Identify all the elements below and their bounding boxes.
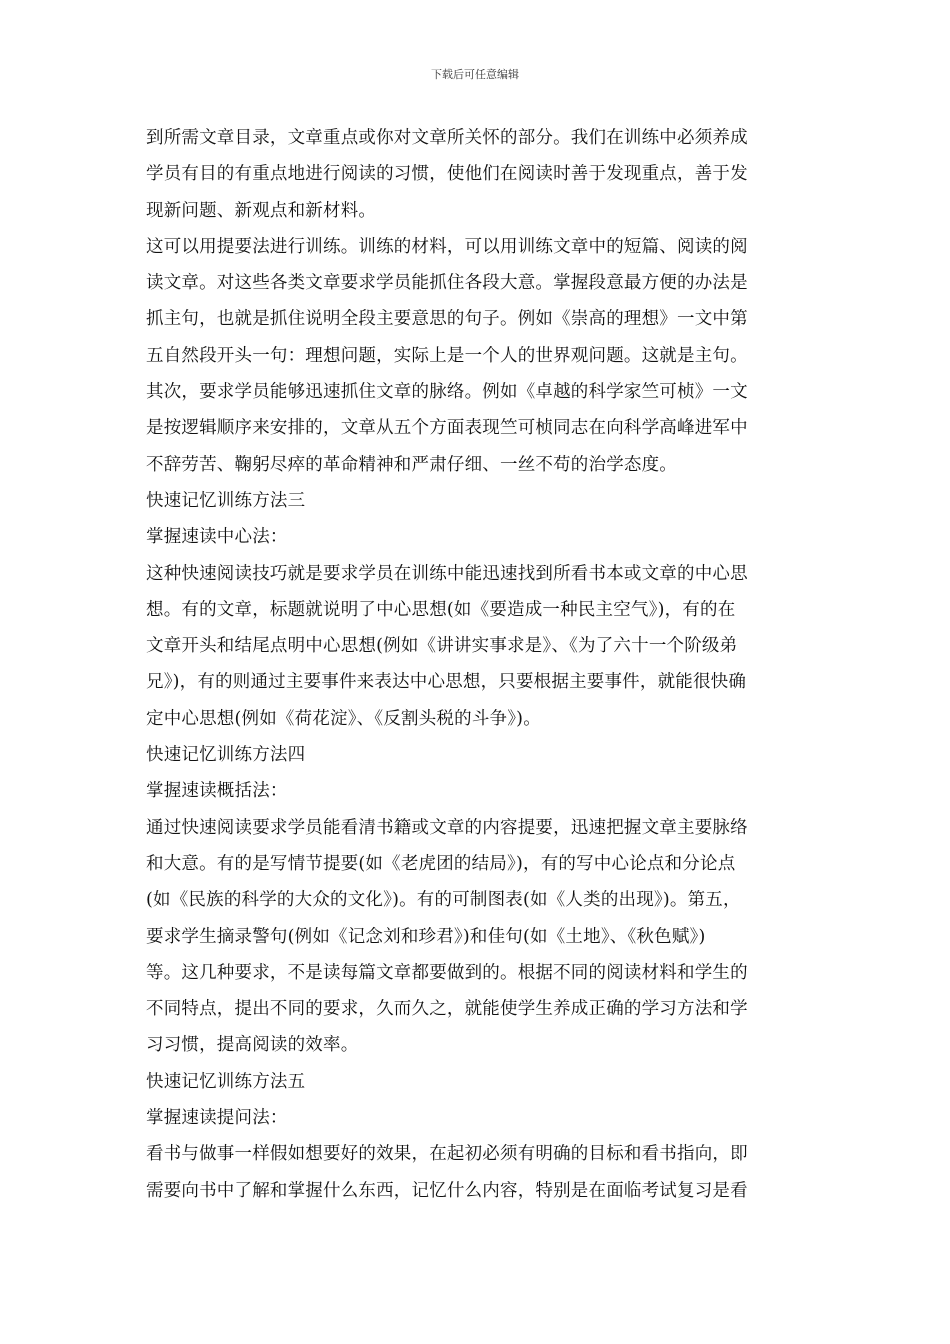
text-line: 现新问题、新观点和新材料。 [146, 200, 377, 221]
text-line: 这种快速阅读技巧就是要求学员在训练中能迅速找到所看书本或文章的中心思 [146, 563, 748, 584]
text-line: 看书与做事一样假如想要好的效果，在起初必须有明确的目标和看书指向，即 [146, 1144, 748, 1165]
text-line: 习习惯，提高阅读的效率。 [146, 1035, 359, 1056]
subsection-heading: 掌握速读提问法： [146, 1108, 288, 1129]
body-text [146, 120, 822, 1209]
text-line: 学员有目的有重点地进行阅读的习惯，使他们在阅读时善于发现重点，善于发 [146, 164, 748, 185]
text-line: 其次，要求学员能够迅速抓住文章的脉络。例如《卓越的科学家竺可桢》一文 [146, 382, 748, 403]
section-heading: 快速记忆训练方法四 [146, 745, 306, 766]
page-header: 下载后可任意编辑 [431, 68, 519, 81]
text-line: 不同特点，提出不同的要求，久而久之，就能使学生养成正确的学习方法和学 [146, 999, 748, 1020]
section-heading: 快速记忆训练方法三 [146, 490, 306, 511]
text-line: 等。这几种要求，不是读每篇文章都要做到的。根据不同的阅读材料和学生的 [146, 962, 748, 983]
text-line: 和大意。有的是写情节提要(如《老虎团的结局》)，有的写中心论点和分论点 [146, 853, 736, 874]
text-line: 通过快速阅读要求学员能看清书籍或文章的内容提要，迅速把握文章主要脉络 [146, 817, 748, 838]
text-line: 要求学生摘录警句(例如《记念刘和珍君》)和佳句(如《土地》、《秋色赋》) [146, 926, 706, 947]
text-line: 是按逻辑顺序来安排的，文章从五个方面表现竺可桢同志在向科学高峰进军中 [146, 418, 748, 439]
text-line: 想。有的文章，标题就说明了中心思想(如《要造成一种民主空气》)，有的在 [146, 599, 736, 620]
text-line: 这可以用提要法进行训练。训练的材料，可以用训练文章中的短篇、阅读的阅 [146, 236, 748, 257]
text-line: 读文章。对这些各类文章要求学员能抓住各段大意。掌握段意最方便的办法是 [146, 273, 748, 294]
text-line: 五自然段开头一句：理想问题，实际上是一个人的世界观问题。这就是主句。 [146, 345, 748, 366]
section-heading: 快速记忆训练方法五 [146, 1071, 306, 1092]
text-line: 兄》)，有的则通过主要事件来表达中心思想，只要根据主要事件，就能很快确 [146, 672, 747, 693]
text-line: (如《民族的科学的大众的文化》)。有的可制图表(如《人类的出现》)。第五， [146, 890, 741, 911]
text-line: 到所需文章目录，文章重点或你对文章所关怀的部分。我们在训练中必须养成 [146, 128, 748, 148]
text-line: 抓主句，也就是抓住说明全段主要意思的句子。例如《崇高的理想》一文中第 [146, 309, 748, 330]
subsection-heading: 掌握速读概括法： [146, 781, 288, 802]
text-line: 定中心思想(例如《荷花淀》、《反割头税的斗争》)。 [146, 708, 541, 729]
subsection-heading: 掌握速读中心法： [146, 527, 288, 548]
text-line: 需要向书中了解和掌握什么东西，记忆什么内容，特别是在面临考试复习是看 [146, 1180, 748, 1201]
text-line: 文章开头和结尾点明中心思想(例如《讲讲实事求是》、《为了六十一个阶级弟 [146, 636, 738, 657]
text-line: 不辞劳苦、鞠躬尽瘁的革命精神和严肃仔细、一丝不苟的治学态度。 [146, 454, 677, 475]
